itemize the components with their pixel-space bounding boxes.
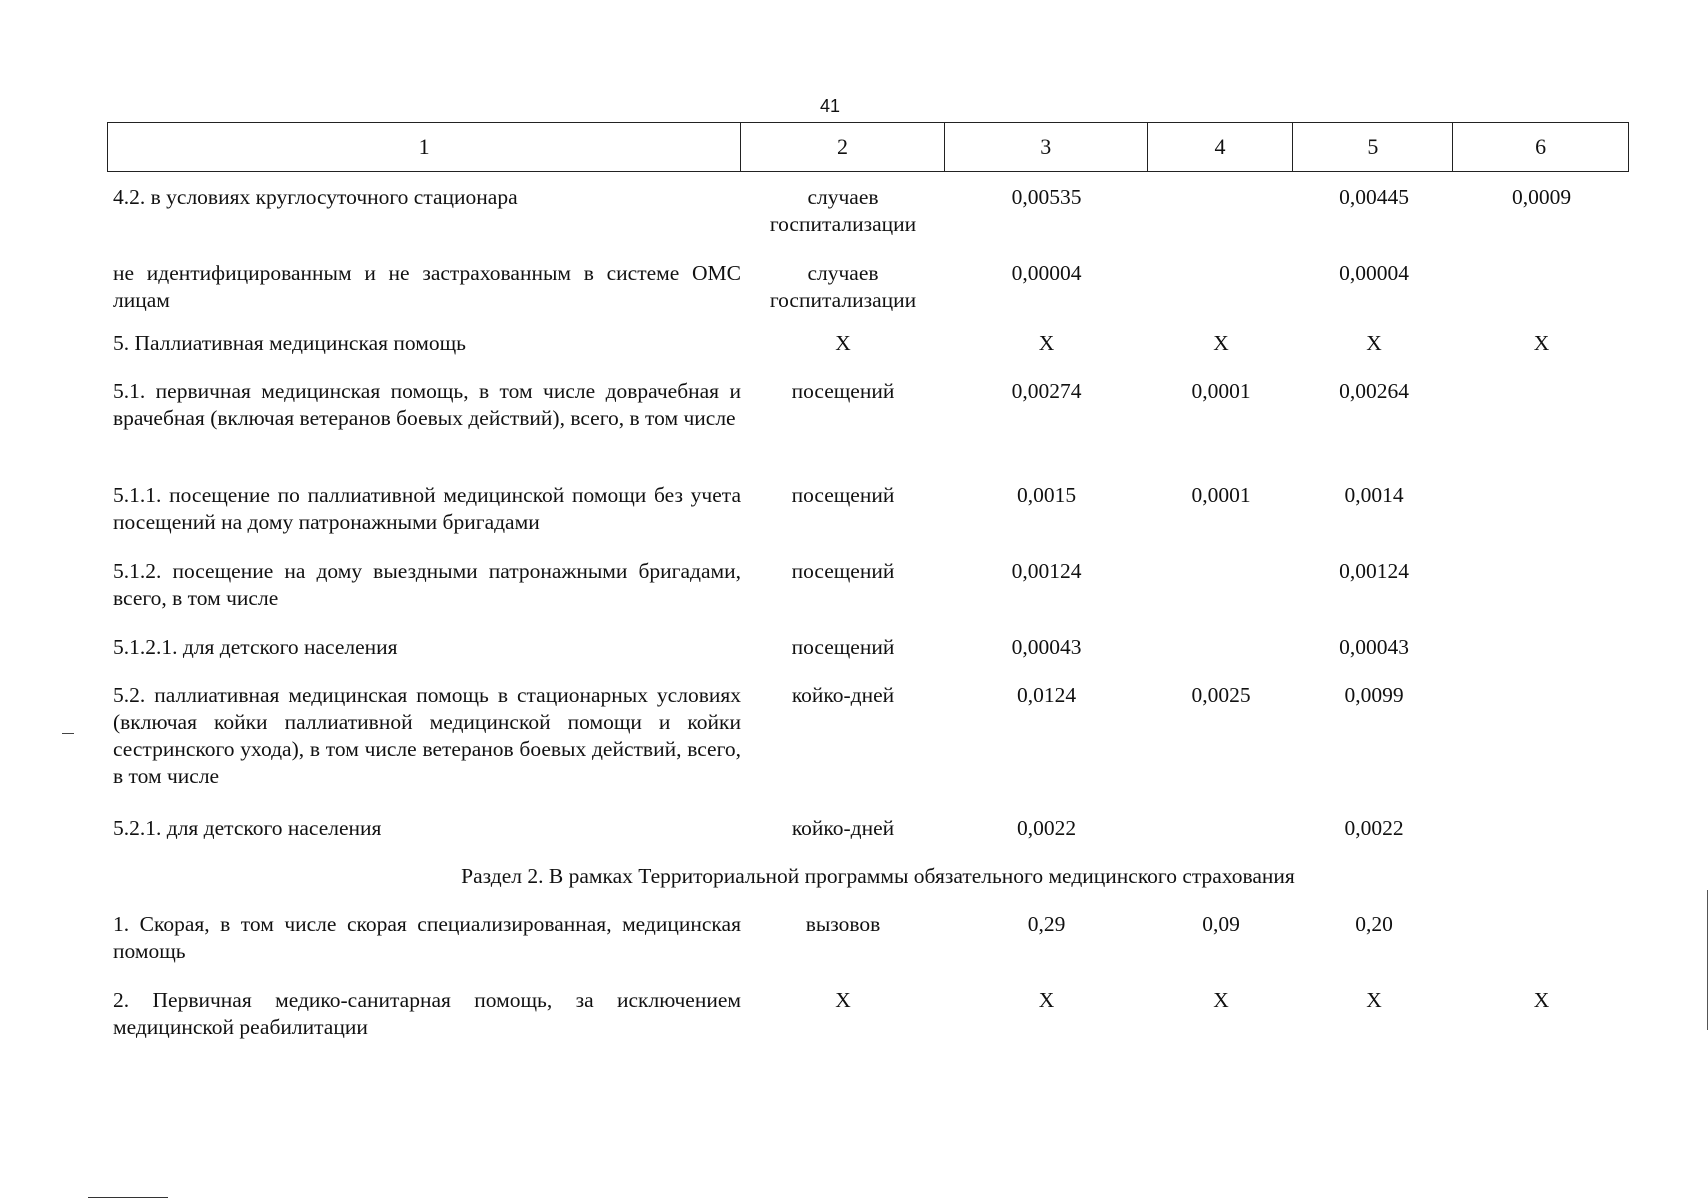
table-row	[107, 622, 1629, 670]
row-col-3: X	[1038, 988, 1055, 1012]
row-label: 2. Первичная медико-санитарная помощь, за исключением медицинской реабилитации	[113, 988, 741, 1039]
row-unit: посещений	[791, 483, 895, 507]
row-label: 5.2.1. для детского населения	[113, 816, 382, 840]
row-col-3: 0,00004	[1011, 261, 1082, 285]
table-row	[107, 670, 1629, 803]
row-col-6	[1454, 682, 1629, 803]
row-col-4	[1148, 634, 1294, 670]
row-col-3: 0,00043	[1011, 635, 1082, 659]
row-col-4: 0,09	[1202, 912, 1240, 936]
section-title: Раздел 2. В рамках Территориальной программы обязательного медицинского страхования	[461, 864, 1295, 888]
table-row	[107, 366, 1629, 470]
row-unit: случаев госпитализации	[769, 261, 917, 312]
row-unit: вызовов	[805, 912, 881, 936]
row-col-6	[1454, 558, 1629, 622]
row-col-3: 0,0015	[1016, 483, 1077, 507]
row-col-4: X	[1213, 331, 1229, 355]
row-col-3: 0,00274	[1011, 379, 1082, 403]
table-header	[107, 122, 1629, 172]
table-row	[107, 803, 1629, 851]
table-body	[107, 172, 1629, 1045]
row-label: 5.1.1. посещение по паллиативной медицинской помощи без учета посещений на дому патронажными бригадами	[113, 483, 741, 534]
row-col-5: 0,0022	[1344, 816, 1404, 840]
row-col-4: 0,0001	[1191, 379, 1251, 403]
page-number: 41	[820, 96, 841, 116]
header-col-1: 1	[108, 123, 741, 171]
row-col-3: 0,0022	[1016, 816, 1077, 840]
row-label: не идентифицированным и не застрахованным в системе ОМС лицам	[113, 261, 741, 312]
row-unit: посещений	[791, 379, 895, 403]
table-row	[107, 899, 1629, 975]
row-col-3: 0,0124	[1016, 683, 1077, 707]
scan-mark	[88, 1197, 168, 1198]
row-unit: посещений	[791, 635, 895, 659]
row-col-5: X	[1366, 988, 1382, 1012]
row-label: 5.2. паллиативная медицинская помощь в стационарных условиях (включая койки паллиативной медицинской помощи и койки сестринского ухода), в том числе ветеранов боевых действий, всего, в том числе	[113, 683, 741, 788]
row-col-5: 0,0014	[1344, 483, 1404, 507]
row-label: 5.1.2. посещение на дому выездными патронажными бригадами, всего, в том числе	[113, 559, 741, 610]
row-unit: посещений	[791, 559, 895, 583]
row-col-6	[1454, 911, 1629, 975]
table-row	[107, 172, 1629, 248]
row-unit: X	[835, 988, 851, 1012]
row-col-5: 0,00445	[1339, 185, 1409, 209]
row-col-4	[1148, 260, 1294, 318]
row-col-4: X	[1213, 988, 1229, 1012]
row-col-6: 0,0009	[1511, 185, 1572, 209]
row-col-5: 0,00264	[1339, 379, 1409, 403]
row-col-4	[1148, 815, 1294, 851]
row-unit: койко-дней	[791, 816, 895, 840]
row-col-4	[1148, 558, 1294, 622]
row-col-6	[1454, 260, 1629, 318]
row-label: 5.1.2.1. для детского населения	[113, 635, 398, 659]
scan-mark	[62, 733, 74, 734]
row-unit: X	[835, 331, 851, 355]
row-col-5: 0,0099	[1344, 683, 1404, 707]
row-col-6	[1454, 634, 1629, 670]
row-col-3: X	[1038, 331, 1055, 355]
row-col-6	[1454, 482, 1629, 546]
table-row	[107, 318, 1629, 366]
row-col-3: 0,00124	[1011, 559, 1082, 583]
table-row	[107, 975, 1629, 1045]
header-col-6: 6	[1535, 134, 1547, 159]
row-col-4: 0,0001	[1191, 483, 1251, 507]
table-row	[107, 546, 1629, 622]
row-col-5: X	[1366, 331, 1382, 355]
row-col-5: 0,00004	[1339, 261, 1409, 285]
row-col-6	[1454, 815, 1629, 851]
header-col-5: 5	[1293, 123, 1453, 171]
table-row	[107, 248, 1629, 318]
row-label: 5. Паллиативная медицинская помощь	[113, 331, 466, 355]
row-col-6: X	[1533, 988, 1550, 1012]
row-col-4	[1148, 184, 1294, 248]
row-unit: койко-дней	[791, 683, 895, 707]
row-col-6	[1454, 378, 1629, 470]
header-col-3: 3	[945, 123, 1148, 171]
row-col-5: 0,00043	[1339, 635, 1409, 659]
row-label: 4.2. в условиях круглосуточного стационара	[113, 185, 518, 209]
row-col-5: 0,00124	[1339, 559, 1409, 583]
row-col-6: X	[1533, 331, 1550, 355]
row-col-3: 0,00535	[1011, 185, 1082, 209]
table-row	[107, 470, 1629, 546]
row-col-5: 0,20	[1355, 912, 1393, 936]
section-row	[107, 851, 1629, 899]
header-col-4: 4	[1148, 123, 1294, 171]
row-label: 1. Скорая, в том числе скорая специализированная, медицинская помощь	[113, 912, 741, 963]
row-unit: случаев госпитализации	[769, 185, 917, 236]
row-col-4: 0,0025	[1191, 683, 1251, 707]
row-label: 5.1. первичная медицинская помощь, в том числе доврачебная и врачебная (включая ветеранов боевых действий), всего, в том числе	[113, 379, 741, 430]
header-col-2: 2	[741, 123, 945, 171]
row-col-3: 0,29	[1027, 912, 1066, 936]
